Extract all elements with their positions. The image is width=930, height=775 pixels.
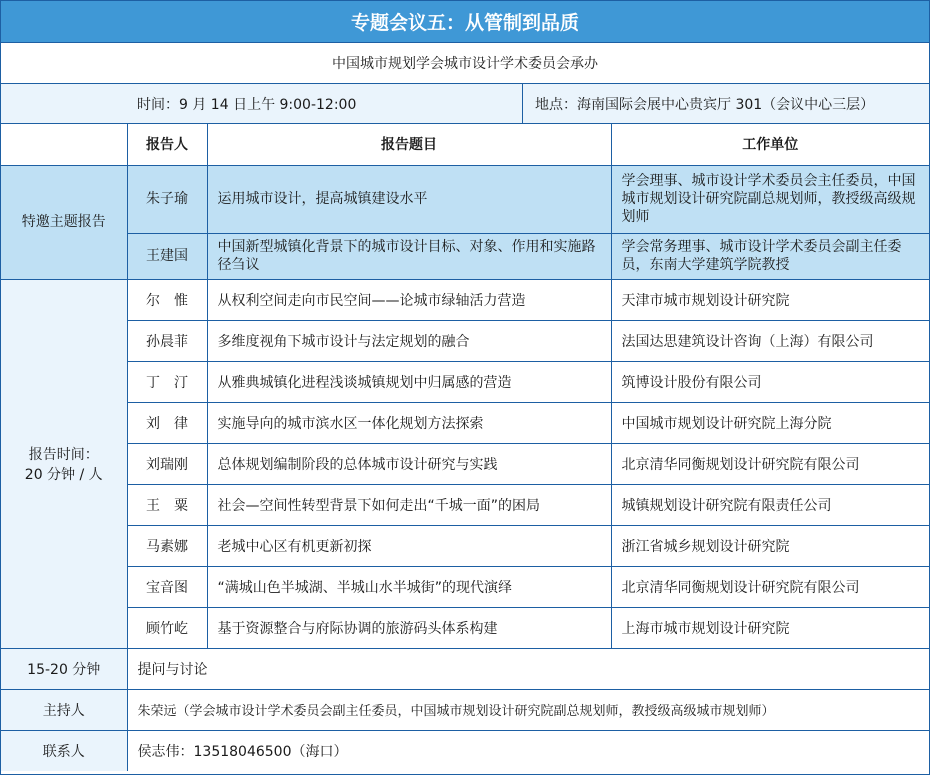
header-unit: 工作单位 <box>611 124 929 165</box>
speaker-cell: 顾竹屹 <box>127 607 207 648</box>
contact-value: 侯志伟：13518046500（海口） <box>127 730 929 771</box>
regular-row <box>1 525 929 566</box>
contact-row <box>1 730 929 771</box>
unit-cell: 城镇规划设计研究院有限责任公司 <box>611 484 929 525</box>
unit-cell: 筑博设计股份有限公司 <box>611 361 929 402</box>
invited-speaker: 朱子瑜 <box>127 165 207 233</box>
speaker-cell: 丁 汀 <box>127 361 207 402</box>
invited-unit: 学会常务理事、城市设计学术委员会副主任委员，东南大学建筑学院教授 <box>611 233 929 279</box>
invited-topic: 运用城市设计，提高城镇建设水平 <box>207 165 611 233</box>
speaker-cell: 宝音图 <box>127 566 207 607</box>
regular-row <box>1 402 929 443</box>
unit-cell: 北京清华同衡规划设计研究院有限公司 <box>611 566 929 607</box>
topic-cell: 多维度视角下城市设计与法定规划的融合 <box>207 320 611 361</box>
topic-cell: 从权利空间走向市民空间——论城市绿轴活力营造 <box>207 279 611 320</box>
unit-cell: 中国城市规划设计研究院上海分院 <box>611 402 929 443</box>
report-duration-label: 20 分钟 / 人 <box>24 466 103 483</box>
header-topic: 报告题目 <box>207 124 611 165</box>
discussion-row <box>1 648 929 689</box>
host-value <box>127 689 929 730</box>
host-text: 朱荣远（学会城市设计学术委员会副主任委员，中国城市规划设计研究院副总规划师，教授级高级城市规划师） <box>137 704 775 719</box>
speaker-cell: 马素娜 <box>127 525 207 566</box>
speaker-cell: 孙晨菲 <box>127 320 207 361</box>
topic-cell: 老城中心区有机更新初探 <box>207 525 611 566</box>
organizer-line: 中国城市规划学会城市设计学术委员会承办 <box>1 43 929 84</box>
topic-cell: 实施导向的城市滨水区一体化规划方法探索 <box>207 402 611 443</box>
topic-cell: 基于资源整合与府际协调的旅游码头体系构建 <box>207 607 611 648</box>
regular-group-label <box>1 279 127 648</box>
report-time-label: 报告时间： <box>28 446 99 463</box>
unit-cell: 法国达思建筑设计咨询（上海）有限公司 <box>611 320 929 361</box>
invited-row <box>1 233 929 279</box>
regular-row <box>1 607 929 648</box>
regular-row <box>1 279 929 320</box>
unit-cell: 天津市城市规划设计研究院 <box>611 279 929 320</box>
header-speaker: 报告人 <box>127 124 207 165</box>
session-title: 专题会议五：从管制到品质 <box>1 1 929 43</box>
host-row <box>1 689 929 730</box>
topic-cell: 从雅典城镇化进程浅谈城镇规划中归属感的营造 <box>207 361 611 402</box>
time-location-row <box>1 84 929 124</box>
topic-cell: “满城山色半城湖、半城山水半城街”的现代演绎 <box>207 566 611 607</box>
invited-row <box>1 165 929 233</box>
regular-row <box>1 443 929 484</box>
session-location: 地点：海南国际会展中心贵宾厅 301（会议中心三层） <box>535 96 875 113</box>
session-time: 时间：9 月 14 日上午 9:00-12:00 <box>1 84 523 123</box>
table-header-row <box>1 124 929 165</box>
unit-cell: 上海市城市规划设计研究院 <box>611 607 929 648</box>
discussion-label: 15-20 分钟 <box>1 648 127 689</box>
regular-row <box>1 566 929 607</box>
invited-unit: 学会理事、城市设计学术委员会主任委员，中国城市规划设计研究院副总规划师，教授级高级规划师 <box>611 165 929 233</box>
schedule-table <box>1 124 929 771</box>
contact-label: 联系人 <box>1 730 127 771</box>
regular-row <box>1 320 929 361</box>
discussion-value: 提问与讨论 <box>127 648 929 689</box>
invited-speaker: 王建国 <box>127 233 207 279</box>
host-label: 主持人 <box>1 689 127 730</box>
invited-topic: 中国新型城镇化背景下的城市设计目标、对象、作用和实施路径刍议 <box>207 233 611 279</box>
topic-cell: 社会—空间性转型背景下如何走出“千城一面”的困局 <box>207 484 611 525</box>
invited-group-label: 特邀主题报告 <box>1 165 127 279</box>
unit-cell: 北京清华同衡规划设计研究院有限公司 <box>611 443 929 484</box>
header-blank <box>1 124 127 165</box>
unit-cell: 浙江省城乡规划设计研究院 <box>611 525 929 566</box>
speaker-cell: 王 粟 <box>127 484 207 525</box>
speaker-cell: 刘 律 <box>127 402 207 443</box>
regular-row <box>1 484 929 525</box>
topic-cell: 总体规划编制阶段的总体城市设计研究与实践 <box>207 443 611 484</box>
speaker-cell: 尔 惟 <box>127 279 207 320</box>
regular-row <box>1 361 929 402</box>
speaker-cell: 刘瑞刚 <box>127 443 207 484</box>
